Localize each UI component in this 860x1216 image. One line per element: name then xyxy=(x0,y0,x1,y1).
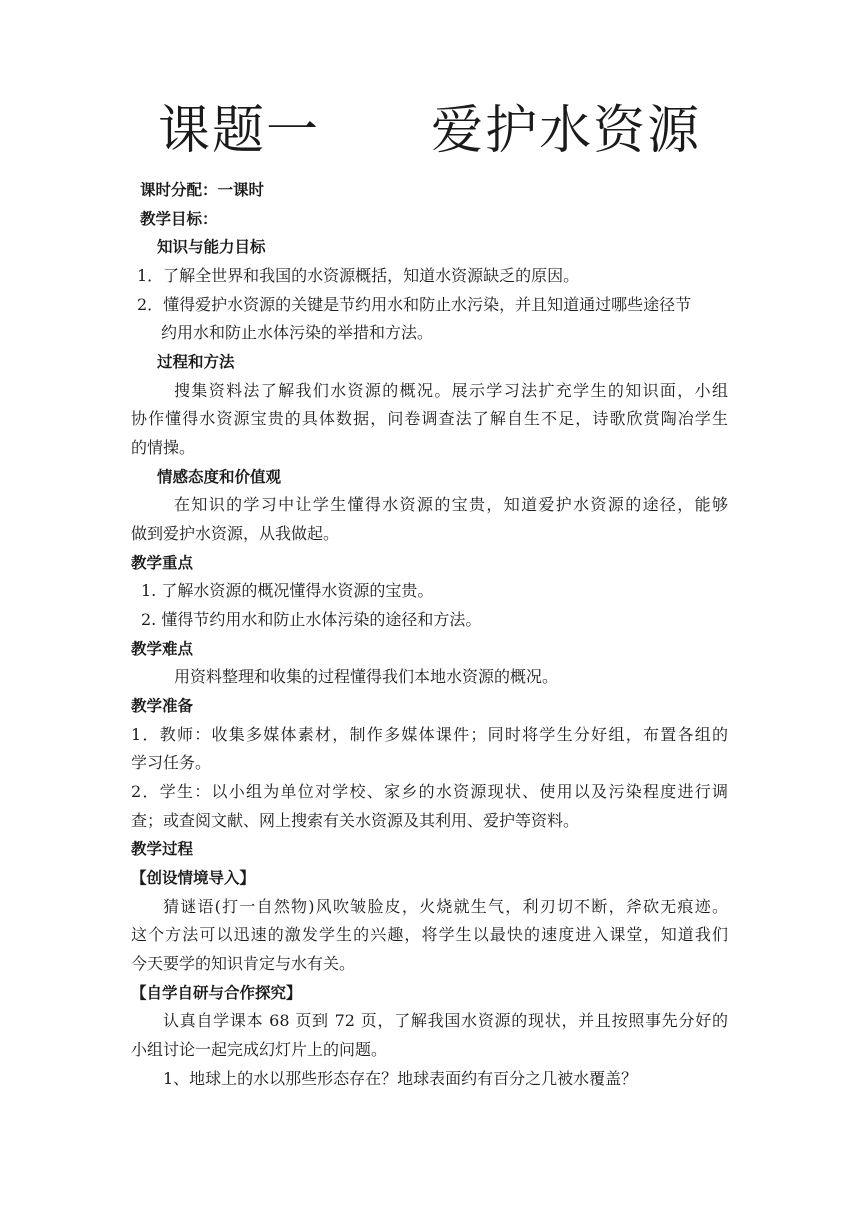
preparation-item-2-line-2: 查；或查阅文献、网上搜索有关水资源及其利用、爱护等资料。 xyxy=(131,811,580,830)
emotion-paragraph-line-1: 在知识的学习中让学生懂得水资源的宝贵，知道爱护水资源的途径，能够 xyxy=(174,495,728,514)
teaching-goals-heading: 教学目标： xyxy=(140,210,218,228)
process-heading: 过程和方法 xyxy=(157,353,235,371)
difficulty-heading: 教学难点 xyxy=(131,640,194,658)
self-study-paragraph-line-1: 认真自学课本 68 页到 72 页，了解我国水资源的现状，并且按照事先分好的 xyxy=(163,1011,728,1030)
preparation-item-2-line-1: 2．学生：以小组为单位对学校、家乡的水资源现状、使用以及污染程度进行调 xyxy=(131,782,728,801)
page-title: 课题一 爱护水资源 xyxy=(158,101,702,161)
knowledge-goal-heading: 知识与能力目标 xyxy=(157,238,266,256)
intro-paragraph-line-1: 猜谜语(打一自然物)风吹皱脸皮，火烧就生气，利刃切不断，斧砍无痕迹。 xyxy=(163,897,728,916)
self-study-section-heading: 【自学自研与合作探究】 xyxy=(131,984,302,1002)
process-paragraph-line-3: 的情操。 xyxy=(131,438,196,457)
difficulty-paragraph: 用资料整理和收集的过程懂得我们本地水资源的概况。 xyxy=(174,667,559,686)
preparation-heading: 教学准备 xyxy=(131,697,194,715)
process-paragraph-line-1: 搜集资料法了解我们水资源的概况。展示学习法扩充学生的知识面，小组 xyxy=(174,381,728,400)
key-point-2: 2. 懂得节约用水和防止水体污染的途径和方法。 xyxy=(141,610,482,629)
knowledge-item-2-line-1: 2．懂得爱护水资源的关键是节约用水和防止水污染，并且知道通过哪些途径节 xyxy=(137,295,692,314)
knowledge-item-1: 1．了解全世界和我国的水资源概括，知道水资源缺乏的原因。 xyxy=(137,266,580,285)
knowledge-item-2-line-2: 约用水和防止水体污染的举措和方法。 xyxy=(161,323,434,342)
preparation-item-1-line-1: 1．教师：收集多媒体素材，制作多媒体课件；同时将学生分好组，布置各组的 xyxy=(131,725,728,744)
intro-section-heading: 【创设情境导入】 xyxy=(131,869,256,887)
intro-paragraph-line-3: 今天要学的知识肯定与水有关。 xyxy=(131,954,356,973)
teaching-process-heading: 教学过程 xyxy=(131,840,194,858)
preparation-item-1-line-2: 学习任务。 xyxy=(131,753,212,772)
emotion-paragraph-line-2: 做到爱护水资源，从我做起。 xyxy=(131,524,340,543)
intro-paragraph-line-2: 这个方法可以迅速的激发学生的兴趣，将学生以最快的速度进入课堂，知道我们 xyxy=(131,925,728,944)
process-paragraph-line-2: 协作懂得水资源宝贵的具体数据，问卷调查法了解自生不足，诗歌欣赏陶冶学生 xyxy=(131,409,728,428)
class-time: 课时分配：一课时 xyxy=(140,181,265,199)
emotion-heading: 情感态度和价值观 xyxy=(157,468,282,486)
key-points-heading: 教学重点 xyxy=(131,554,194,572)
question-1: 1、地球上的水以那些形态存在？地球表面约有百分之几被水覆盖？ xyxy=(163,1069,638,1088)
key-point-1: 1. 了解水资源的概况懂得水资源的宝贵。 xyxy=(141,581,434,600)
self-study-paragraph-line-2: 小组讨论一起完成幻灯片上的问题。 xyxy=(131,1040,388,1059)
